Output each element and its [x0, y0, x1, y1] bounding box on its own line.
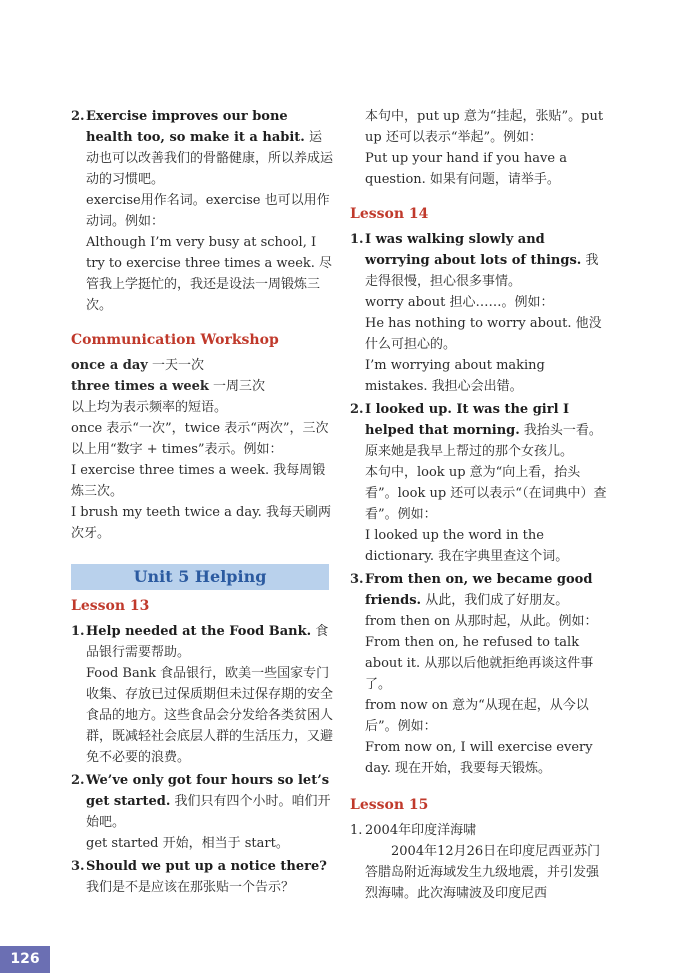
example: I exercise three times a week. 我每周锻炼三次。: [71, 463, 326, 499]
note-item: [71, 856, 333, 898]
translation: 食品银行需要帮助。: [86, 624, 329, 660]
note-text: Food Bank 食品银行，欧美一些国家专门收集、存放已过保质期但未过保存期的安全食品的地方。这些食品会分发给各类贫困人群，既减轻社会底层人群的生活压力，又避免不必要的浪费。: [86, 666, 334, 765]
section-title: Lesson 13: [71, 598, 150, 614]
phrase: once a day: [71, 358, 148, 373]
example: I looked up the word in the dictionary. 我在字典里查这个词。: [365, 528, 569, 564]
sentence-head: Help needed at the Food Bank.: [86, 624, 312, 639]
example: Although I’m very busy at school, I try to exercise three times a week. 尽管我上学挺忙的，我还是设法一周锻炼三次。: [86, 235, 333, 313]
note-item: [71, 770, 333, 854]
left-column: [71, 106, 333, 900]
section-title: Lesson 15: [350, 797, 429, 813]
translation: 运动也可以改善我们的骨骼健康，所以养成运动的习惯吧。: [86, 130, 334, 187]
note-text: from then on 从那时起，从此。例如：: [365, 614, 598, 629]
note-text: 2004年12月26日在印度尼西亚苏门答腊岛附近海域发生九级地震，并引发强烈海啸。此次海啸波及印度尼西: [365, 844, 601, 901]
item-number: 1.: [350, 823, 363, 838]
note-item: [350, 229, 610, 397]
example: Put up your hand if you have a question. 如果有问题，请举手。: [365, 151, 567, 187]
note-text: once 表示“一次”，twice 表示“两次”，三次以上用“数字 + times”表示。例如：: [71, 421, 329, 457]
note-item: [350, 399, 610, 567]
example: I brush my teeth twice a day. 我每天刷两次牙。: [71, 505, 331, 541]
item-number: 3.: [71, 859, 85, 874]
item-number: 2.: [71, 773, 85, 788]
section-title: Lesson 14: [350, 206, 429, 222]
item-number: 2.: [71, 109, 85, 124]
sentence-head: From then on, we became good friends.: [365, 572, 593, 608]
sentence-head: We’ve only got four hours so let’s get started.: [86, 773, 330, 809]
translation: 我们只有四个小时。咱们开始吧。: [86, 794, 331, 830]
translation: 我走得很慢，担心很多事情。: [365, 253, 599, 289]
right-column: [350, 106, 610, 906]
item-number: 3.: [350, 572, 364, 587]
translation: 我抬头一看。原来她是我早上帮过的那个女孩儿。: [365, 423, 602, 459]
sentence-head: 2004年印度洋海啸: [365, 823, 477, 838]
note-text: get started 开始，相当于 start。: [86, 836, 289, 851]
grammar-note: exercise用作名词。exercise 也可以用作动词。例如：: [86, 193, 330, 229]
sentence-head: Exercise improves our bone health too, so make it a habit.: [86, 109, 305, 145]
sentence-head: Should we put up a notice there?: [86, 859, 327, 874]
item-number: 2.: [350, 402, 364, 417]
item-number: 1.: [71, 624, 85, 639]
phrase-translation: 一周三次: [213, 379, 266, 394]
note-item: [350, 569, 610, 779]
note-item: [350, 820, 610, 904]
note-text: 本句中，put up 意为“挂起，张贴”。put up 还可以表示“举起”。例如：: [365, 109, 604, 145]
sentence-head: I looked up. It was the girl I helped that morning.: [365, 402, 570, 438]
example: From now on, I will exercise every day. 现在开始，我要每天锻炼。: [365, 740, 593, 776]
page-number: 126: [0, 946, 50, 973]
phrase-translation: 一天一次: [152, 358, 205, 373]
note-text: from now on 意为“从现在起，从今以后”。例如：: [365, 698, 589, 734]
phrase: three times a week: [71, 379, 209, 394]
unit-title-bar: Unit 5 Helping: [71, 564, 329, 590]
note-text: worry about 担心……。例如：: [365, 295, 554, 310]
item-number: 1.: [350, 232, 364, 247]
sentence-head: I was walking slowly and worrying about lots of things.: [365, 232, 582, 268]
section-title: Communication Workshop: [71, 332, 279, 348]
note-item: [71, 621, 333, 768]
example: From then on, he refused to talk about it. 从那以后他就拒绝再谈这件事了。: [365, 635, 594, 692]
note-text: 本句中，look up 意为“向上看，抬头看”。look up 还可以表示“（在词典中）查看”。例如：: [365, 465, 607, 522]
example: He has nothing to worry about. 他没什么可担心的。: [365, 316, 602, 352]
note-text: 以上均为表示频率的短语。: [71, 400, 228, 415]
translation: 我们是不是应该在那张贴一个告示？: [86, 880, 295, 895]
note-item: [71, 106, 333, 316]
example: I’m worrying about making mistakes. 我担心会出错。: [365, 358, 545, 394]
translation: 从此，我们成了好朋友。: [425, 593, 569, 608]
